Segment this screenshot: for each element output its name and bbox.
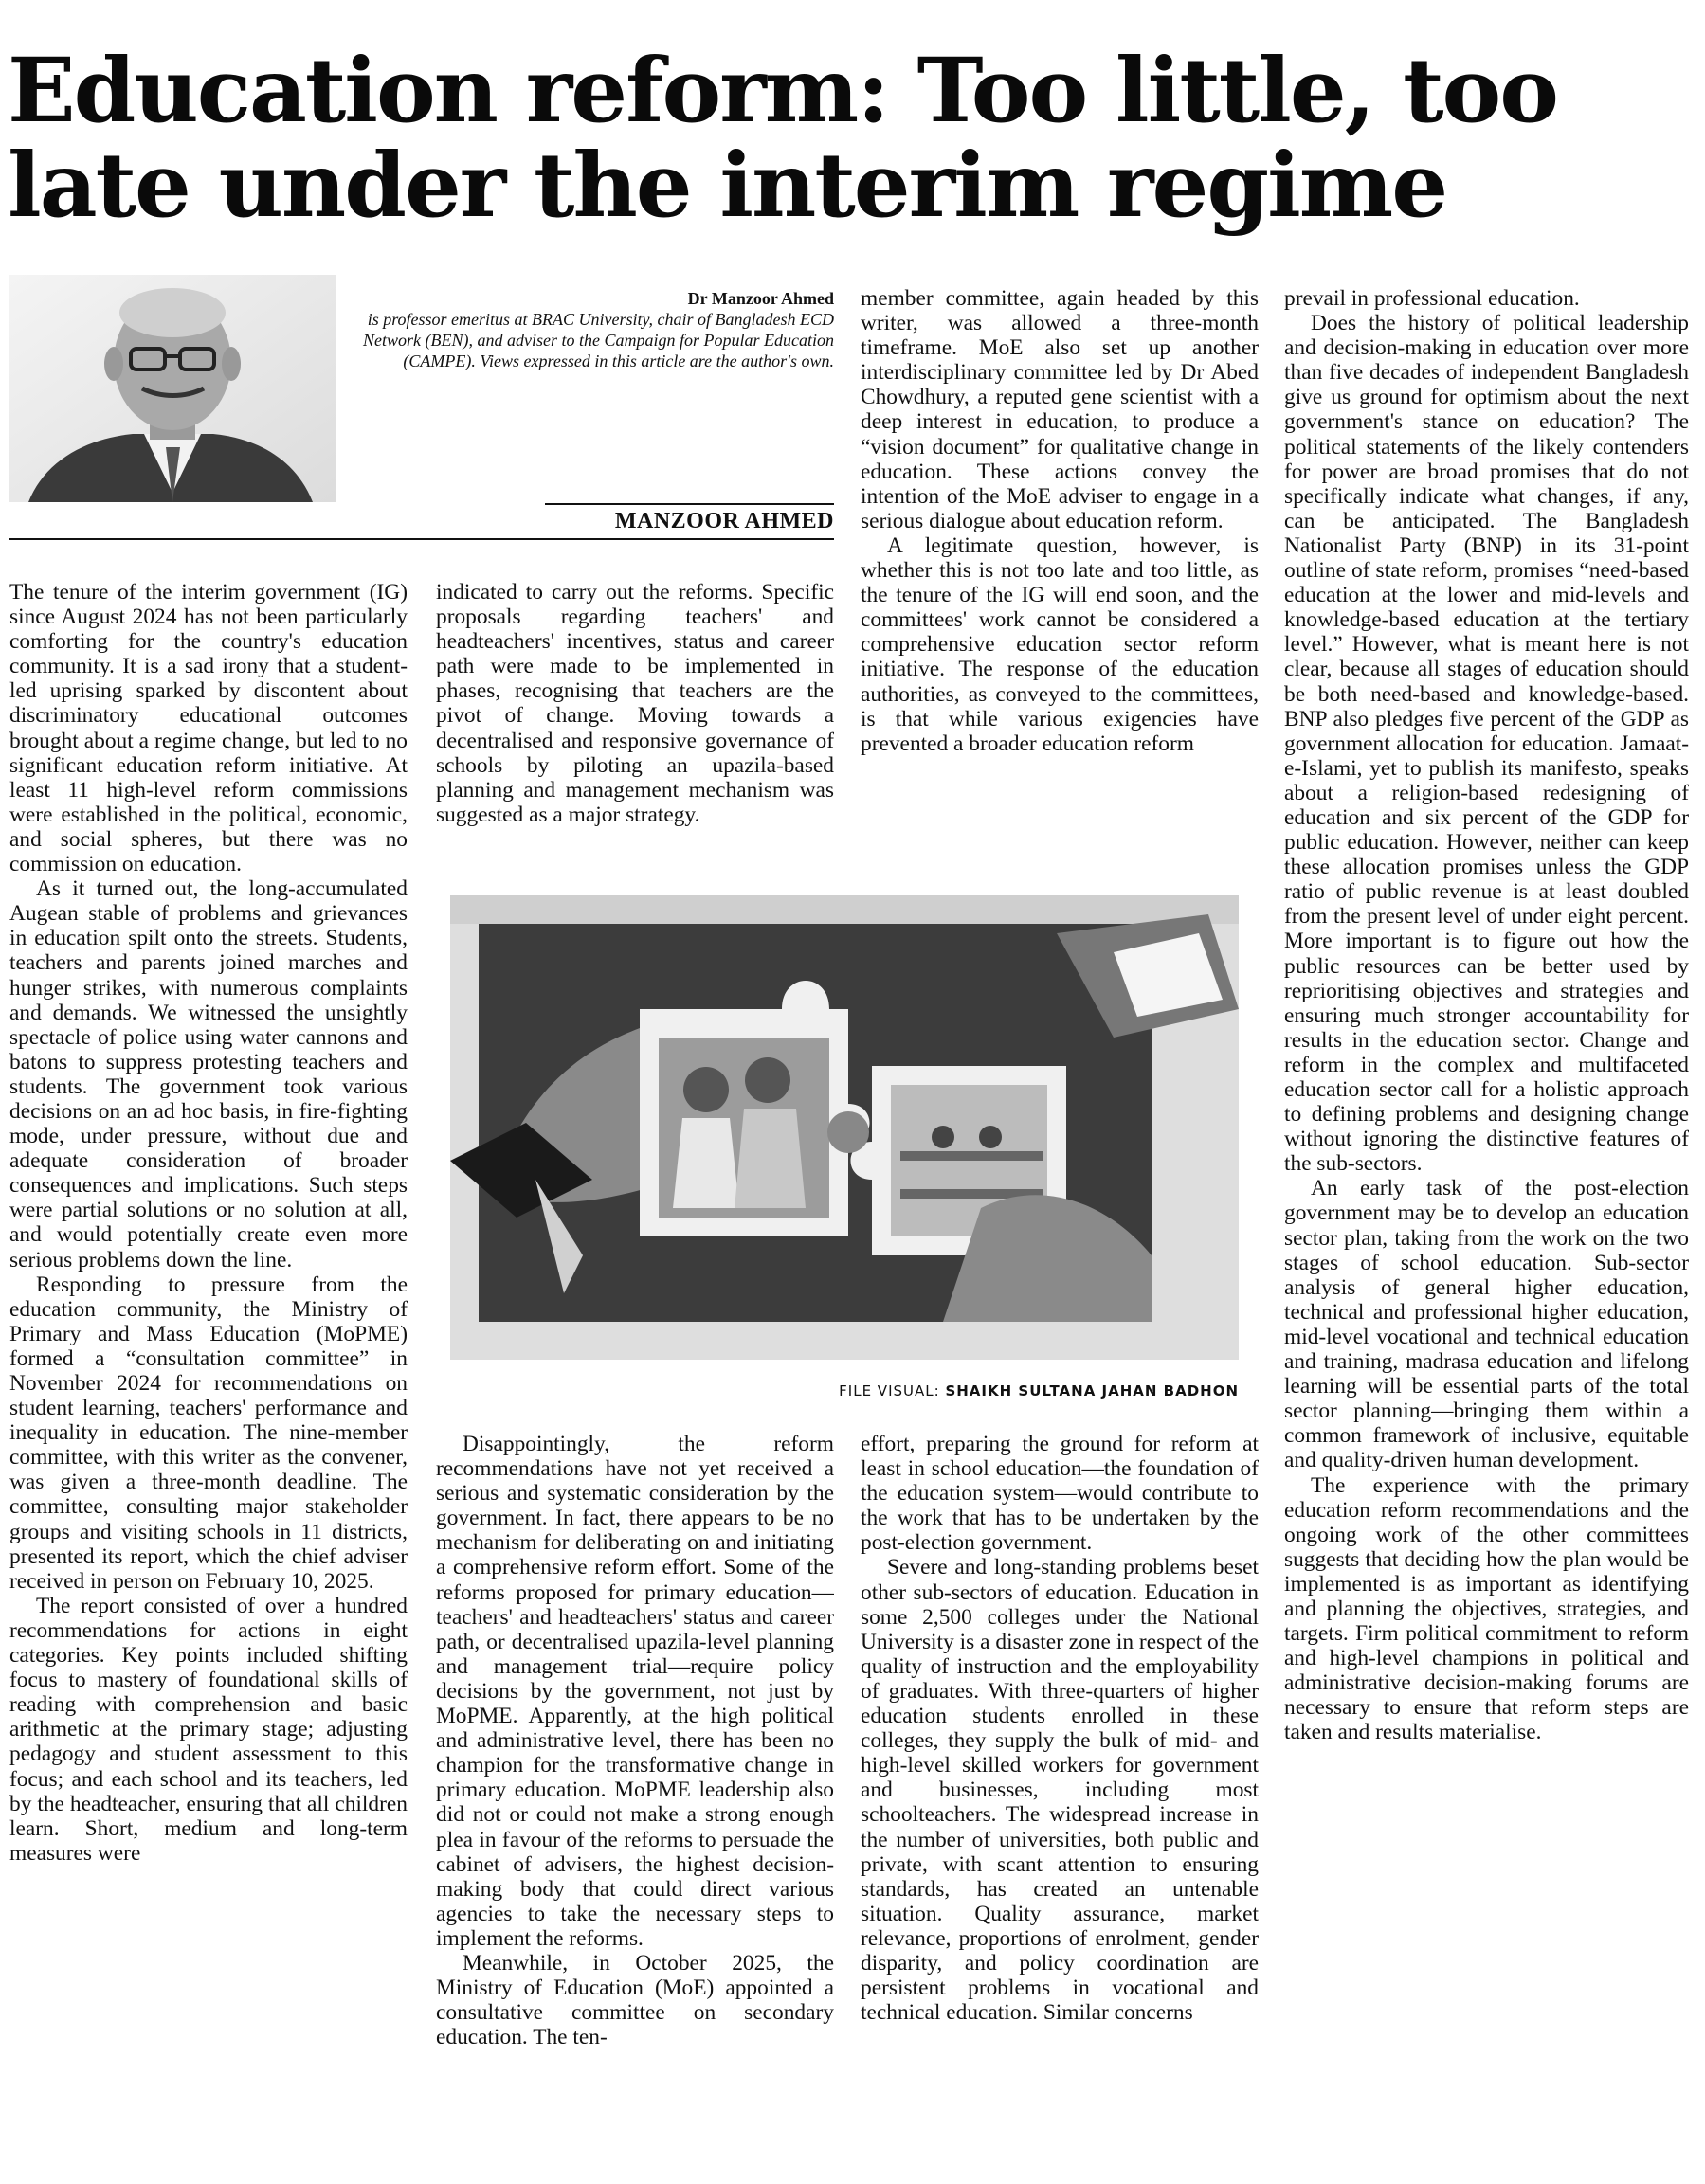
column-4 [1284, 286, 1689, 2172]
paragraph: An early task of the post-election government may be to develop an education sector plan, taking from the work on the two stages of school education. Sub-sector analysis of general higher education, technical and professional higher education, mid-level vocational and technical education and training, madrasa education and lifelong learning will be essential parts of the total sector planning—bringing them within a common framework of inclusive, equitable and quality-driven human development. [1284, 1176, 1689, 1473]
paragraph: Does the history of political leadership and decision-making in education over more than five decades of independent Bangladesh give us ground for optimism about the next government's stance on education? The political statements of the likely contenders for power are broad promises that do not specifically indicate what changes, if any, can be anticipated. The Bangladesh Nationalist Party (BNP) in its 31-point outline of state reform, promises “need-based education at the lower and mid-levels and knowledge-based education at the tertiary level.” However, what is meant here is not clear, because all stages of education should be both need-based and knowledge-based. BNP also pledges five percent of the GDP as government allocation for education. Jamaat-e-Islami, yet to publish its manifesto, speaks about a religion-based redesigning of education and six percent of the GDP for public education. However, neither can keep these allocation promises unless the GDP ratio of public revenue is at least doubled from the present level of under eight percent. More important is to figure out how the public resources can be better used by reprioritising objectives and strategies and ensuring much stronger accountability for results in the education sector. Change and reform in the complex and multifaceted education sector call for a holistic approach to defining problems and designing change without ignoring the distinctive features of the sub-sectors. [1284, 311, 1689, 1177]
article-illustration [450, 895, 1239, 1360]
column-2-bottom [436, 1432, 834, 2171]
headline [8, 39, 1695, 238]
credit-name: SHAIKH SULTANA JAHAN BADHON [945, 1382, 1239, 1399]
author-portrait-graphic [9, 275, 336, 502]
paragraph: The tenure of the interim government (IG) since August 2024 has not been particularly comforting for the country's education community. It is a sad irony that a student-led uprising sparked by discontent about discriminatory educational outcomes brought about a regime change, but led to no significant education reform initiative. At least 11 high-level reform commissions were established in the political, economic, and social spheres, but there was no commission on education. [9, 580, 408, 877]
headline-line-2: late under the interim regime [8, 134, 1447, 238]
paragraph: A legitimate question, however, is whether this is not too late and too little, as the tenure of the IG will end soon, and the committees' work cannot be considered a comprehensive education sector reform initiative. The response of the education authorities, as conveyed to the committees, is that while various exigencies have prevented a broader education reform [861, 532, 1259, 756]
column-2-top [436, 580, 834, 878]
paragraph: The experience with the primary education reform recommendations and the ongoing work of the other committees suggests that deciding how the plan would be implemented is as important as identifying and planning the objectives, strategies, and targets. Firm political commitment to reform and high-level champions in political and administrative decision-making forums are necessary to ensure that reform steps are taken and results materialise. [1284, 1472, 1689, 1745]
byline: MANZOOR AHMED [614, 509, 834, 533]
paragraph: Severe and long-standing problems beset other sub-sectors of education. Education in some 2,500 colleges under the National University is a disaster zone in respect of the quality of instruction and the employability of graduates. With three-quarters of higher education students enrolled in these colleges, they supply the bulk of mid- and high-level skilled workers for government and businesses, including most schoolteachers. The widespread increase in the number of universities, both public and private, with scant attention to ensuring standards, has created an untenable situation. Quality assurance, market relevance, proportions of enrolment, gender disparity, and policy coordination are persistent problems in vocational and technical education. Similar concerns [861, 1555, 1259, 2026]
paragraph: As it turned out, the long-accumulated Augean stable of problems and grievances in education spilt onto the streets. Students, teachers and parents joined marches and hunger strikes, with numerous complaints and demands. We witnessed the unsightly spectacle of police using water cannons and batons to suppress protesting teachers and students. The government took various decisions on an ad hoc basis, in fire-fighting mode, under pressure, without due and adequate consideration of broader consequences and implications. Such steps were partial solutions or no solution at all, and would potentially create even more serious problems down the line. [9, 876, 408, 1272]
paragraph: member committee, again headed by this writer, was allowed a three-month timeframe. MoE also set up another interdisciplinary committee led by Dr Abed Chowdhury, a reputed gene scientist with a deep interest in education, to produce a “vision document” for qualitative change in education. These actions convey the intention of the MoE adviser to engage in a serious dialogue about education reform. [861, 286, 1259, 533]
column-1 [9, 580, 408, 2172]
paragraph: Disappointingly, the reform recommendations have not yet received a serious and systematic consideration by the government. In fact, there appears to be no mechanism for deliberating on and initiating a comprehensive reform effort. Some of the reforms proposed for primary education—teachers' and headteachers' status and career path, or decentralised upazila-level planning and management trial—require policy decisions by the government, not just by MoPME. Apparently, at the high political and administrative level, there has been no champion for the transformative change in primary education. MoPME leadership also did not or could not make a strong enough plea in favour of the reforms to persuade the cabinet of advisers, the highest decision-making body that could direct various agencies to take the necessary steps to implement the reforms. [436, 1432, 834, 1951]
puzzle-illustration-graphic [450, 895, 1239, 1360]
author-bio-name: Dr Manzoor Ahmed [687, 289, 834, 308]
credit-prefix: FILE VISUAL: [839, 1382, 940, 1399]
column-3-bottom [861, 1432, 1259, 2171]
paragraph: indicated to carry out the reforms. Specific proposals regarding teachers' and headteachers' incentives, status and career path were made to be implemented in phases, recognising that teachers are the pivot of change. Moving towards a decentralised and responsive governance of schools by piloting an upazila-based planning and management mechanism was suggested as a major strategy. [436, 580, 834, 827]
author-bio-text: is professor emeritus at BRAC University, chair of Bangladesh ECD Network (BEN), and adviser to the Campaign for Popular Education (CAMPE). Views expressed in this article are the author's own. [363, 310, 834, 370]
byline-underline [9, 538, 834, 540]
paragraph: Responding to pressure from the education community, the Ministry of Primary and Mass Education (MoPME) formed a “consultation committee” in November 2024 for recommendations on student learning, teachers' performance and inequality in education. The nine-member committee, with this writer as the convener, was given a three-month deadline. The committee, consulting major stakeholder groups and visiting schools in 11 districts, presented its report, which the chief adviser received in person on February 10, 2025. [9, 1272, 408, 1594]
illustration-credit [450, 1382, 1239, 1399]
paragraph: effort, preparing the ground for reform at least in school education—the foundation of the education system—would contribute to the work that has to be undertaken by the post-election government. [861, 1432, 1259, 1556]
paragraph: Meanwhile, in October 2025, the Ministry of Education (MoE) appointed a consultative committee on secondary education. The ten- [436, 1950, 834, 2050]
paragraph: prevail in professional education. [1284, 286, 1580, 311]
author-photo [9, 275, 336, 502]
column-3-top [861, 286, 1259, 875]
paragraph: The report consisted of over a hundred recommendations for actions in eight categories. Key points included shifting focus to mastery of foundational skills of reading with comprehension and basic arithmetic at the primary stage; adjusting pedagogy and student assessment to this focus; and each school and its teachers, led by the headteacher, ensuring that all children learn. Short, medium and long-term measures were [9, 1593, 408, 1866]
headline-line-1: Education reform: Too little, too [8, 39, 1557, 143]
author-bio [360, 288, 834, 371]
